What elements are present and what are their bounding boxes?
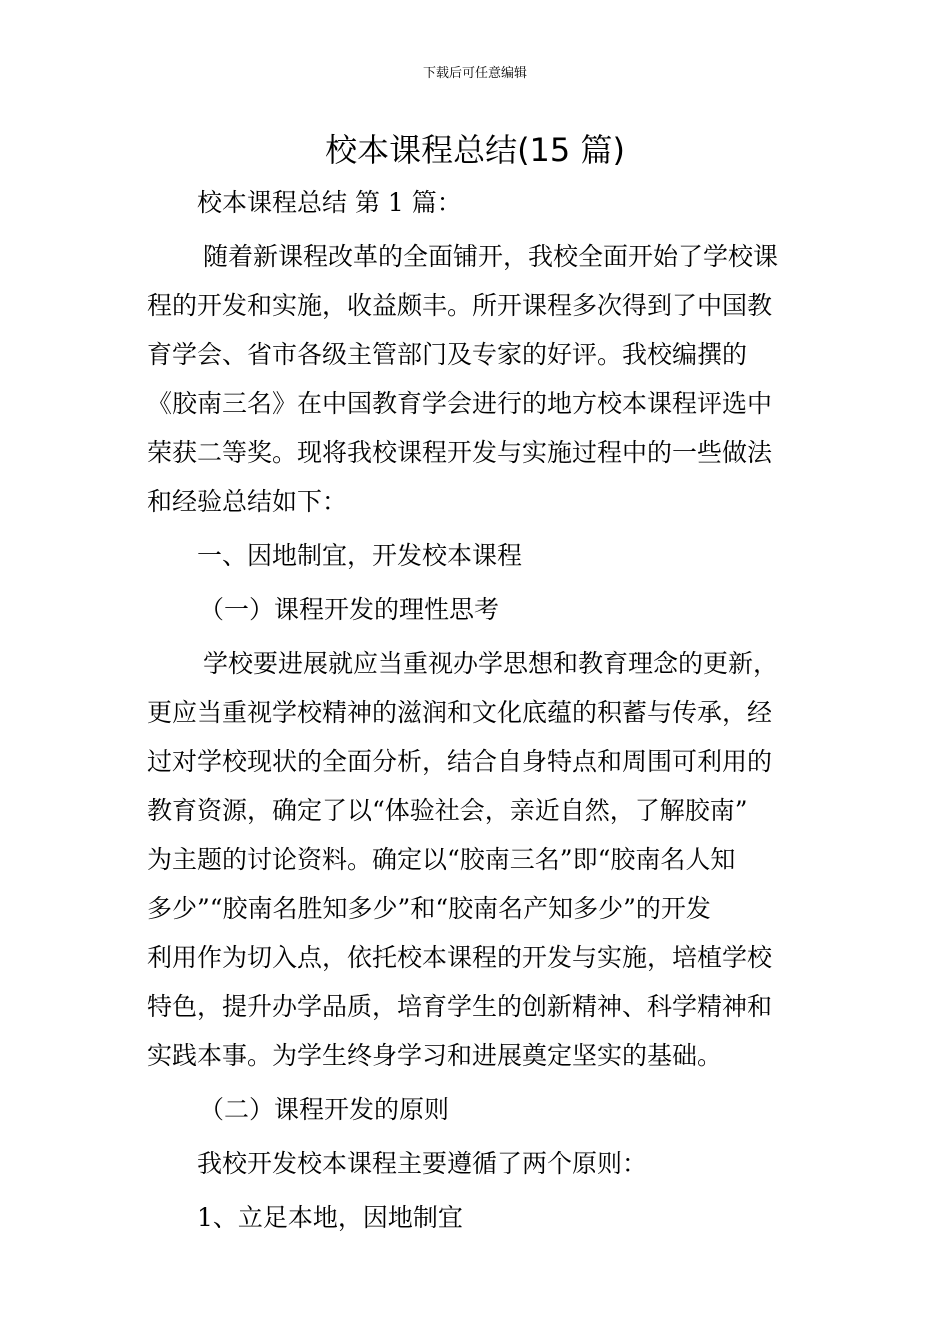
heading-level-1: 一、因地制宜，开发校本课程 (197, 541, 523, 570)
paragraph-line: 为主题的讨论资料。确定以“胶南三名”即“胶南名人知 (147, 845, 736, 874)
heading-level-2: （一）课程开发的理性思考 (199, 595, 500, 624)
paragraph-line: 程的开发和实施，收益颇丰。所开课程多次得到了中国教 (147, 291, 773, 320)
header-note: 下载后可任意编辑 (422, 66, 527, 81)
paragraph-line: 特色，提升办学品质，培育学生的创新精神、科学精神和 (147, 992, 773, 1021)
paragraph-line: 育学会、省市各级主管部门及专家的好评。我校编撰的 (147, 340, 748, 369)
section-heading: 校本课程总结 第 1 篇： (197, 188, 462, 217)
paragraph-line: 更应当重视学校精神的滋润和文化底蕴的积蓄与传承，经 (147, 698, 773, 727)
paragraph-1 (147, 232, 807, 526)
paragraph-2 (147, 639, 807, 1080)
paragraph-line: 利用作为切入点，依托校本课程的开发与实施，培植学校 (147, 943, 773, 972)
paragraph-line: 和经验总结如下： (147, 487, 348, 516)
paragraph-line: 荣获二等奖。现将我校课程开发与实施过程中的一些做法 (147, 438, 773, 467)
paragraph-line: 《胶南三名》在中国教育学会进行的地方校本课程评选中 (147, 389, 773, 418)
paragraph-line: 多少”“胶南名胜知多少”和“胶南名产知多少”的开发 (147, 894, 711, 923)
heading-level-2: （二）课程开发的原则 (199, 1095, 450, 1124)
paragraph-line: 我校开发校本课程主要遵循了两个原则： (197, 1149, 648, 1178)
document-body (147, 178, 807, 1242)
paragraph-line: 实践本事。为学生终身学习和进展奠定坚实的基础。 (147, 1041, 723, 1070)
paragraph-line: 学校要进展就应当重视办学思想和教育理念的更新， (203, 649, 779, 678)
paragraph-line: 教育资源，确定了以“体验社会，亲近自然，了解胶南” (147, 796, 748, 825)
paragraph-line: 过对学校现状的全面分析，结合自身特点和周围可利用的 (147, 747, 773, 776)
document-title: 校本课程总结(15 篇) (325, 131, 625, 169)
paragraph-line: 随着新课程改革的全面铺开，我校全面开始了学校课 (203, 242, 779, 271)
numbered-item: 1、立足本地，因地制宜 (197, 1203, 463, 1232)
